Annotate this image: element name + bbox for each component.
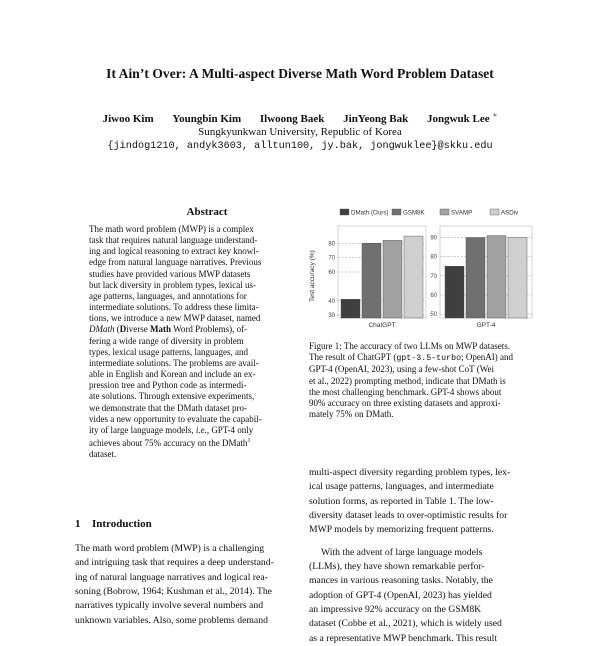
legend-swatch (440, 209, 449, 215)
bar (445, 266, 464, 318)
body-line: unknown variables. Also, some problems demand (75, 614, 268, 626)
caption-line: mately 75% on DMath. (309, 409, 394, 420)
body-line: ing of natural language narratives and logical rea- (75, 571, 268, 583)
abstract-line: edge from natural language narratives. Previous (89, 257, 262, 268)
abstract-body (89, 224, 327, 460)
figure-caption (309, 341, 531, 420)
bar (362, 243, 381, 318)
footnote-mark: 1 (247, 437, 251, 444)
legend-label: DMath (Ours) (351, 209, 389, 217)
legend-swatch (490, 209, 499, 215)
y-tick-label: 60 (430, 293, 437, 299)
author-list (0, 111, 600, 125)
abstract-line: pression tree and Python code as intermedi- (89, 380, 247, 391)
bar (383, 240, 402, 318)
author-name: Jiwoo Kim (102, 112, 154, 125)
body-line: multi-aspect diversity regarding problem types, lex- (309, 467, 511, 478)
body-line: solution forms, as reported in Table 1. The low- (309, 495, 494, 507)
corresponding-mark: ∗ (492, 111, 498, 119)
bar (508, 238, 527, 319)
body-line: soning (Bobrow, 1964; Kushman et al., 2014). The (75, 586, 272, 598)
author-name: JinYeong Bak (343, 112, 409, 125)
abstract-line: studies have provided various MWP datasets (89, 268, 251, 279)
bar (466, 238, 485, 319)
abstract-line: ate solutions. Through extensive experiments, (89, 391, 255, 402)
abstract-line: achieves about 75% accuracy on the DMath$^1$ (89, 437, 251, 448)
abstract-line: intermediate solutions. To address these limita- (89, 302, 259, 313)
bar (404, 236, 423, 318)
legend-label: GSM8K (403, 209, 425, 217)
abstract-line: ing and logical reasoning to extract key knowl- (89, 246, 259, 257)
caption-line: 90% accuracy on three existing datasets and approxi- (309, 398, 501, 409)
legend-label: SVAMP (451, 209, 473, 217)
body-line: narratives typically involve several numbers and (75, 600, 264, 612)
body-line: The math word problem (MWP) is a challenging (75, 543, 265, 554)
caption-line: Figure 1: The accuracy of two LLMs on MWP datasets. (309, 341, 510, 351)
abstract-line: The math word problem (MWP) is a complex (89, 224, 254, 234)
body-line: (LLMs), they have shown remarkable perfor- (309, 561, 485, 573)
body-line: an impressive 92% accuracy on the GSM8K (309, 604, 482, 616)
abstract-line: but lack diversity in problem types, lexical us- (89, 279, 256, 290)
legend-swatch (340, 209, 349, 215)
body-line: MWP models by memorizing frequent patterns. (309, 524, 494, 536)
abstract-line: vides a new opportunity to evaluate the capabil- (89, 413, 262, 424)
bar (341, 299, 360, 318)
body-line: dataset (Cobbe et al., 2021), which is widely used (309, 618, 502, 630)
caption-line: et al., 2022) prompting method, indicate that DMath is (309, 375, 506, 386)
paper-title: It Ain’t Over: A Multi-aspect Diverse Math Word Problem Dataset (106, 66, 494, 81)
y-tick-label: 50 (430, 312, 437, 319)
y-tick-label: 80 (430, 254, 437, 261)
abstract-line: task that requires natural language understand- (89, 235, 258, 246)
caption-line: GPT-4 (OpenAI, 2023), using a few-shot CoT (Wei (309, 364, 495, 375)
abstract-line: intermediate solutions. The problems are avail- (89, 357, 259, 368)
x-group-label: ChatGPT (368, 322, 396, 329)
section-heading: 1 Introduction (75, 518, 152, 530)
affiliation: Sungkyunkwan University, Republic of Korea (198, 126, 402, 138)
abstract-line: fering a wide range of diversity in problem (89, 335, 244, 346)
abstract-line: dataset. (89, 449, 117, 460)
y-tick-label: 80 (328, 241, 335, 248)
abstract-line: types, lexical usage patterns, languages, and (89, 346, 248, 357)
caption-line: The result of ChatGPT (gpt-3.5-turbo; OpenAI) and (309, 352, 514, 364)
abstract-line: able in English and Korean and include an ex- (89, 369, 256, 380)
abstract-line: DMath (Diverse Math Word Problems), of- (89, 324, 248, 335)
body-line: diversity dataset leads to over-optimistic results for (309, 510, 508, 522)
legend-swatch (392, 209, 401, 215)
y-tick-label: 60 (328, 270, 335, 276)
y-tick-label: 40 (328, 298, 335, 305)
abstract-line: ity of large language models, i.e., GPT-4 only (89, 424, 254, 435)
body-line: With the advent of large language models (321, 546, 483, 558)
y-tick-label: 30 (328, 313, 335, 320)
abstract-heading: Abstract (186, 206, 228, 218)
abstract-line: tions, we introduce a new MWP dataset, named (89, 313, 261, 324)
legend-label: ASDiv (501, 209, 519, 217)
body-line: and intriguing task that requires a deep understand- (75, 557, 274, 569)
accuracy-bar-chart (300, 204, 540, 334)
y-tick-label: 70 (328, 255, 335, 262)
bar (487, 236, 506, 318)
y-tick-label: 70 (430, 273, 437, 280)
introduction-body (75, 542, 305, 628)
body-line: as a representative MWP benchmark. This result (309, 632, 498, 644)
author-name: Jongwuk Lee ∗ (427, 111, 498, 125)
abstract-line: we demonstrate that the DMath dataset pro- (89, 402, 247, 413)
body-line: ical usage patterns, languages, and intermediate (309, 481, 494, 493)
x-group-label: GPT-4 (476, 322, 496, 329)
author-emails: {jindog1210, andyk3603, alltun100, jy.bak, jongwuklee}@skku.edu (107, 141, 493, 152)
author-name: Ilwoong Baek (259, 112, 325, 125)
body-line: mances in various reasoning tasks. Notably, the (309, 575, 493, 587)
right-column-body (309, 466, 532, 646)
y-axis-label: Test accuracy (%) (309, 250, 316, 302)
caption-line: the most challenging benchmark. GPT-4 shows about (309, 386, 502, 397)
abstract-line: age patterns, languages, and annotations for (89, 290, 247, 301)
y-tick-label: 90 (430, 235, 437, 242)
body-line: adoption of GPT-4 (OpenAI, 2023) has yielded (309, 589, 492, 601)
chart-canvas (300, 204, 540, 334)
author-name: Youngbin Kim (172, 112, 242, 125)
